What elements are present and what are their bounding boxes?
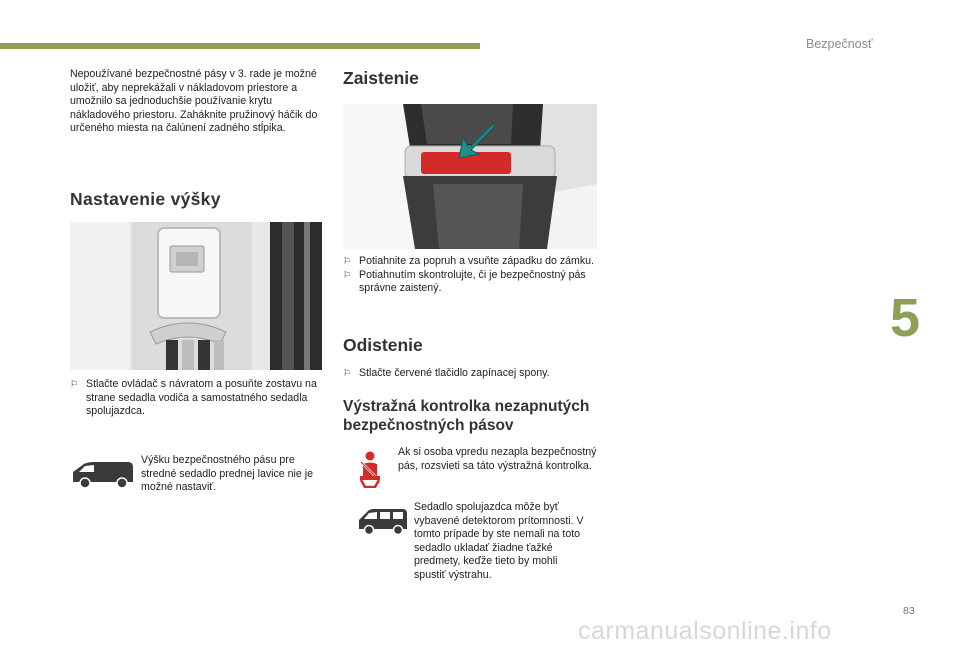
seatbelt-buckle-illustration (343, 104, 597, 249)
warning-heading-line1: Výstražná kontrolka nezapnutých (343, 398, 590, 415)
lock-bullet-2 (343, 269, 599, 296)
minivan-icon (357, 505, 409, 537)
van-icon (70, 456, 136, 490)
intro-paragraph: Nepoužívané bezpečnostné pásy v 3. rade je možné uložiť, aby neprekážali v nákladovom priestore a umožnilo sa jednoduchšie používanie krytu nákladového priestoru. Zaháknite pružinový háčik do určeného miesta na čalúnení zadného stĺpika. (70, 68, 318, 135)
section-title: Bezpečnosť (806, 37, 873, 51)
flag-bullet-icon: ⚐ (343, 256, 352, 266)
passenger-text: Sedadlo spolujazdca môže byť vybavené detektorom prítomnosti. V tomto prípade by ste nemali na toto sedadlo ukladať žiadne ťažké predmety, keďže tieto by mohli spustiť výstrahu. (414, 501, 584, 581)
lock-bullet-1 (343, 255, 599, 269)
header-accent-bar (0, 43, 480, 49)
unlock-heading: Odistenie (343, 335, 423, 355)
warning-heading-line2: bezpečnostných pásov (343, 417, 514, 434)
flag-bullet-icon: ⚐ (343, 368, 352, 378)
watermark: carmanualsonline.info (578, 617, 832, 645)
flag-bullet-icon: ⚐ (343, 269, 352, 280)
van-note: Výšku bezpečnostného pásu pre stredné sedadlo prednej lavice nie je možné nastaviť. (141, 454, 313, 494)
chapter-number: 5 (890, 288, 921, 348)
flag-bullet-icon: ⚐ (70, 379, 79, 389)
height-heading: Nastavenie výšky (70, 189, 221, 209)
height-adjuster-illustration (70, 222, 322, 370)
unlock-bullet (343, 367, 599, 381)
lock-bullet-2-text: Potiahnutím skontrolujte, či je bezpečnostný pás správne zaistený. (359, 268, 586, 295)
height-bullet-text: Stlačte ovládač s návratom a posuňte zostavu na strane sedadla vodiča a samostatného sedadla spolujazdca. (86, 378, 317, 418)
warning-heading (343, 397, 613, 435)
height-bullet (70, 378, 325, 419)
lock-heading: Zaistenie (343, 68, 419, 88)
unlock-bullet-text: Stlačte červené tlačidlo zapínacej spony. (359, 367, 550, 379)
lock-bullet-1-text: Potiahnite za popruh a vsuňte západku do zámku. (359, 255, 594, 267)
lock-bullet-list (343, 255, 599, 296)
warning-text: Ak si osoba vpredu nezapla bezpečnostný pás, rozsvieti sa táto výstražná kontrolka. (398, 446, 597, 472)
seatbelt-warning-icon (355, 450, 385, 488)
page-number: 83 (903, 605, 915, 617)
